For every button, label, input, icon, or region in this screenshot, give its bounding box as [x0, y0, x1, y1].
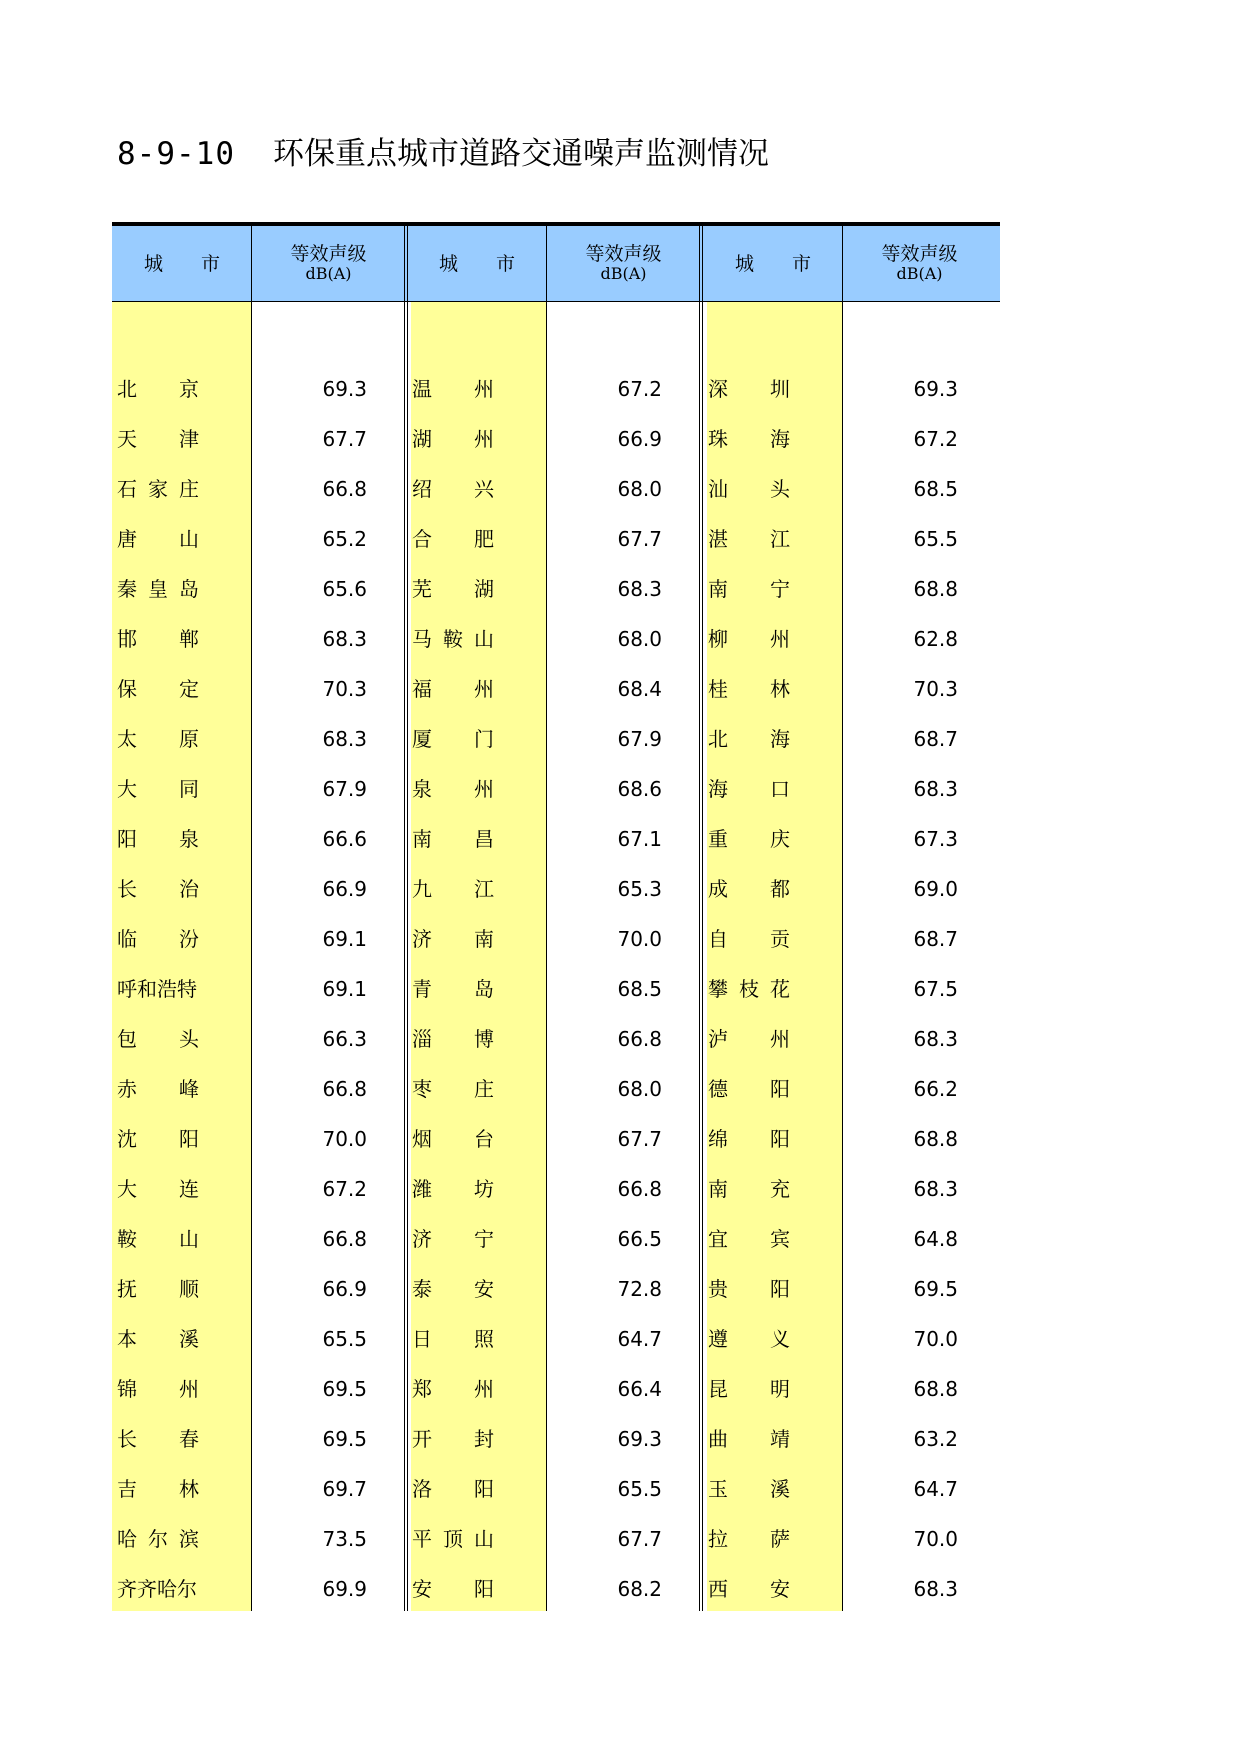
header-value — [252, 226, 405, 301]
noise-value: 67.2 — [322, 1177, 367, 1201]
noise-value: 62.8 — [913, 627, 958, 651]
city-name: 天 津 — [117, 427, 199, 451]
noise-value: 69.1 — [322, 977, 367, 1001]
noise-value: 70.3 — [913, 677, 958, 701]
noise-value: 65.5 — [913, 527, 958, 551]
city-name: 绍 兴 — [412, 477, 494, 501]
noise-value: 66.5 — [617, 1227, 662, 1251]
city-name: 重 庆 — [708, 827, 790, 851]
noise-value: 68.0 — [617, 1077, 662, 1101]
city-name: 九 江 — [412, 877, 494, 901]
noise-value: 65.3 — [617, 877, 662, 901]
city-name: 南 宁 — [708, 577, 790, 601]
city-name: 柳 州 — [708, 627, 790, 651]
noise-value: 69.5 — [913, 1277, 958, 1301]
noise-value: 66.9 — [617, 427, 662, 451]
noise-value: 66.8 — [322, 477, 367, 501]
city-name: 枣 庄 — [412, 1077, 494, 1101]
city-name: 齐齐哈尔 — [117, 1577, 197, 1601]
noise-value: 66.8 — [322, 1077, 367, 1101]
city-name: 济 宁 — [412, 1227, 494, 1251]
city-name: 大 同 — [117, 777, 199, 801]
city-name: 南 昌 — [412, 827, 494, 851]
city-name: 北 京 — [117, 377, 199, 401]
table-number: 8-9-10 — [117, 136, 235, 172]
noise-value: 69.3 — [617, 1427, 662, 1451]
city-name: 德 阳 — [708, 1077, 790, 1101]
city-name: 郑 州 — [412, 1377, 494, 1401]
city-name: 包 头 — [117, 1027, 199, 1051]
noise-value: 69.3 — [322, 377, 367, 401]
header-city: 城 市 — [734, 252, 811, 275]
city-name: 厦 门 — [412, 727, 494, 751]
header-value-unit: dB(A) — [600, 263, 647, 283]
city-name: 北 海 — [708, 727, 790, 751]
noise-value: 68.7 — [913, 927, 958, 951]
column-divider — [546, 226, 547, 1611]
noise-value: 68.3 — [322, 627, 367, 651]
city-name: 汕 头 — [708, 477, 790, 501]
city-name: 南 充 — [708, 1177, 790, 1201]
city-name: 拉 萨 — [708, 1527, 790, 1551]
city-name: 泉 州 — [412, 777, 494, 801]
noise-value: 67.9 — [617, 727, 662, 751]
city-name: 贵 阳 — [708, 1277, 790, 1301]
city-name: 淄 博 — [412, 1027, 494, 1051]
city-name: 阳 泉 — [117, 827, 199, 851]
city-name: 唐 山 — [117, 527, 199, 551]
noise-value: 66.9 — [322, 1277, 367, 1301]
header-value-line1: 等效声级 — [881, 242, 958, 265]
city-name: 呼和浩特 — [117, 977, 197, 1001]
city-name: 开 封 — [412, 1427, 494, 1451]
noise-value: 73.5 — [322, 1527, 367, 1551]
noise-value: 64.8 — [913, 1227, 958, 1251]
city-name: 温 州 — [412, 377, 494, 401]
city-name: 昆 明 — [708, 1377, 790, 1401]
city-name: 邯 郸 — [117, 627, 199, 651]
city-name: 本 溪 — [117, 1327, 199, 1351]
city-name: 湛 江 — [708, 527, 790, 551]
header-value-unit: dB(A) — [896, 263, 943, 283]
noise-value: 66.8 — [322, 1227, 367, 1251]
city-name: 泸 州 — [708, 1027, 790, 1051]
city-name: 安 阳 — [412, 1577, 494, 1601]
group-divider — [699, 226, 703, 1611]
noise-value: 67.7 — [617, 1127, 662, 1151]
city-name: 玉 溪 — [708, 1477, 790, 1501]
header-value-line1: 等效声级 — [585, 242, 662, 265]
noise-value: 70.0 — [913, 1327, 958, 1351]
city-name: 福 州 — [412, 677, 494, 701]
noise-value: 69.5 — [322, 1427, 367, 1451]
header-value-unit: dB(A) — [305, 263, 352, 283]
city-name: 珠 海 — [708, 427, 790, 451]
noise-value: 67.2 — [913, 427, 958, 451]
page-title — [117, 128, 769, 173]
city-name: 湖 州 — [412, 427, 494, 451]
noise-value: 70.0 — [913, 1527, 958, 1551]
city-name: 泰 安 — [412, 1277, 494, 1301]
header-value — [547, 226, 700, 301]
city-name: 石 家 庄 — [117, 477, 199, 501]
noise-value: 72.8 — [617, 1277, 662, 1301]
city-name: 抚 顺 — [117, 1277, 199, 1301]
city-name: 大 连 — [117, 1177, 199, 1201]
noise-value: 65.2 — [322, 527, 367, 551]
noise-value: 67.3 — [913, 827, 958, 851]
header-city: 城 市 — [143, 252, 220, 275]
city-name: 太 原 — [117, 727, 199, 751]
header-value-line1: 等效声级 — [290, 242, 367, 265]
noise-value: 68.3 — [617, 577, 662, 601]
noise-value: 68.3 — [913, 1577, 958, 1601]
city-name: 平 顶 山 — [412, 1527, 494, 1551]
noise-value: 70.3 — [322, 677, 367, 701]
noise-value: 64.7 — [913, 1477, 958, 1501]
noise-value: 68.6 — [617, 777, 662, 801]
noise-value: 66.6 — [322, 827, 367, 851]
city-name: 曲 靖 — [708, 1427, 790, 1451]
table-title: 环保重点城市道路交通噪声监测情况 — [272, 136, 769, 172]
noise-value: 68.4 — [617, 677, 662, 701]
city-name: 烟 台 — [412, 1127, 494, 1151]
city-name: 合 肥 — [412, 527, 494, 551]
header-value — [843, 226, 996, 301]
city-name: 遵 义 — [708, 1327, 790, 1351]
city-name: 临 汾 — [117, 927, 199, 951]
city-name: 海 口 — [708, 777, 790, 801]
noise-value: 68.3 — [913, 1177, 958, 1201]
noise-value: 69.5 — [322, 1377, 367, 1401]
noise-value: 68.8 — [913, 1127, 958, 1151]
city-name: 赤 峰 — [117, 1077, 199, 1101]
city-name: 鞍 山 — [117, 1227, 199, 1251]
city-name: 芜 湖 — [412, 577, 494, 601]
noise-value: 66.3 — [322, 1027, 367, 1051]
noise-value: 68.0 — [617, 627, 662, 651]
noise-value: 65.6 — [322, 577, 367, 601]
noise-value: 68.3 — [322, 727, 367, 751]
city-name: 马 鞍 山 — [412, 627, 494, 651]
noise-value: 66.4 — [617, 1377, 662, 1401]
city-name: 济 南 — [412, 927, 494, 951]
noise-value: 67.7 — [617, 1527, 662, 1551]
column-divider — [251, 226, 252, 1611]
noise-value: 63.2 — [913, 1427, 958, 1451]
city-name: 自 贡 — [708, 927, 790, 951]
city-name: 西 安 — [708, 1577, 790, 1601]
noise-value: 68.3 — [913, 777, 958, 801]
city-name: 洛 阳 — [412, 1477, 494, 1501]
noise-value: 67.1 — [617, 827, 662, 851]
city-name: 沈 阳 — [117, 1127, 199, 1151]
city-name: 攀 枝 花 — [708, 977, 790, 1001]
noise-value: 68.5 — [913, 477, 958, 501]
header-city: 城 市 — [438, 252, 515, 275]
noise-value: 68.5 — [617, 977, 662, 1001]
noise-value: 68.2 — [617, 1577, 662, 1601]
city-name: 桂 林 — [708, 677, 790, 701]
noise-value: 69.3 — [913, 377, 958, 401]
city-name: 潍 坊 — [412, 1177, 494, 1201]
noise-value: 66.8 — [617, 1027, 662, 1051]
noise-value: 64.7 — [617, 1327, 662, 1351]
city-name: 哈 尔 滨 — [117, 1527, 199, 1551]
noise-value: 67.7 — [322, 427, 367, 451]
city-name: 日 照 — [412, 1327, 494, 1351]
noise-value: 68.0 — [617, 477, 662, 501]
noise-value: 67.9 — [322, 777, 367, 801]
city-name: 青 岛 — [412, 977, 494, 1001]
noise-value: 65.5 — [322, 1327, 367, 1351]
noise-value: 66.2 — [913, 1077, 958, 1101]
noise-value: 69.0 — [913, 877, 958, 901]
noise-value: 66.8 — [617, 1177, 662, 1201]
city-name: 秦 皇 岛 — [117, 577, 199, 601]
city-name: 吉 林 — [117, 1477, 199, 1501]
noise-value: 68.7 — [913, 727, 958, 751]
noise-value: 69.1 — [322, 927, 367, 951]
noise-value: 69.9 — [322, 1577, 367, 1601]
noise-value: 69.7 — [322, 1477, 367, 1501]
city-name: 成 都 — [708, 877, 790, 901]
noise-value: 70.0 — [322, 1127, 367, 1151]
noise-value: 67.5 — [913, 977, 958, 1001]
city-name: 长 春 — [117, 1427, 199, 1451]
column-divider — [842, 226, 843, 1611]
noise-value: 70.0 — [617, 927, 662, 951]
noise-value: 67.7 — [617, 527, 662, 551]
city-name: 保 定 — [117, 677, 199, 701]
group-divider — [404, 226, 408, 1611]
noise-value: 68.3 — [913, 1027, 958, 1051]
noise-value: 66.9 — [322, 877, 367, 901]
noise-value: 65.5 — [617, 1477, 662, 1501]
city-name: 宜 宾 — [708, 1227, 790, 1251]
noise-value: 68.8 — [913, 577, 958, 601]
noise-value: 67.2 — [617, 377, 662, 401]
city-name: 深 圳 — [708, 377, 790, 401]
city-name: 长 治 — [117, 877, 199, 901]
city-name: 绵 阳 — [708, 1127, 790, 1151]
noise-value: 68.8 — [913, 1377, 958, 1401]
city-name: 锦 州 — [117, 1377, 199, 1401]
